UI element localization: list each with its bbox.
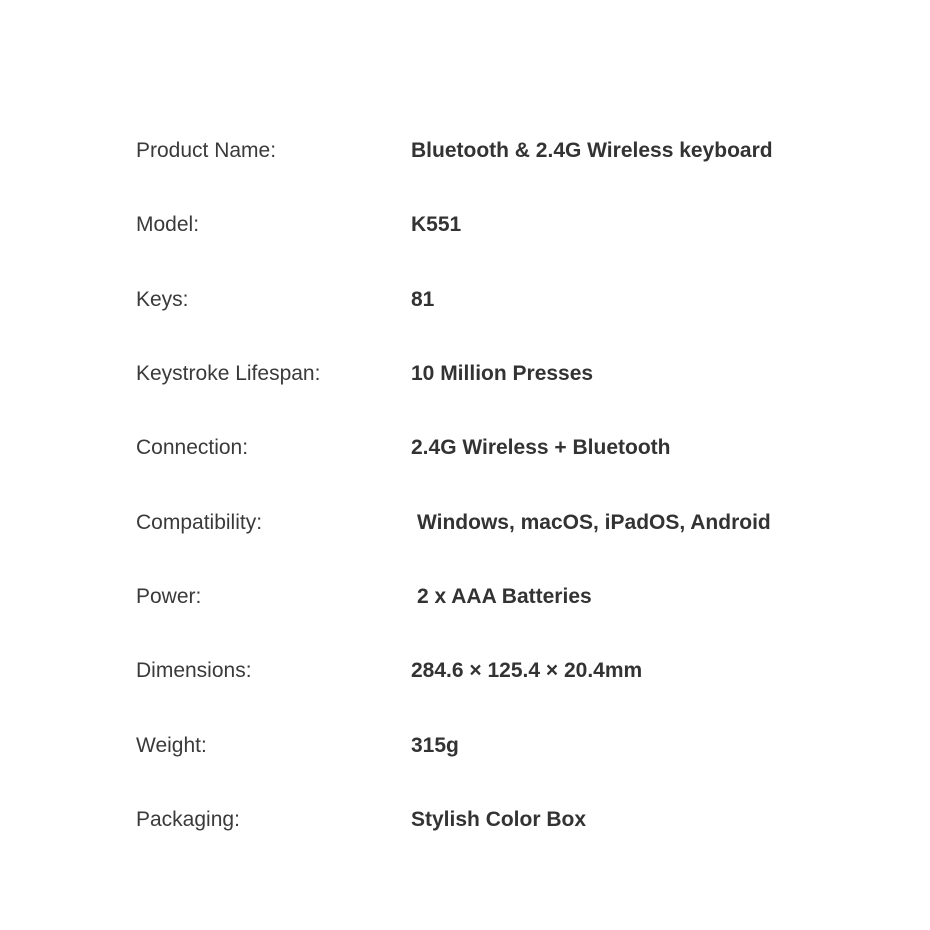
spec-value-keystroke-lifespan: 10 Million Presses (411, 362, 594, 385)
spec-value-dimensions: 284.6 × 125.4 × 20.4mm (411, 659, 643, 682)
spec-label-compatibility: Compatibility: (136, 511, 263, 534)
spec-row-dimensions (0, 651, 930, 691)
spec-row-weight (0, 726, 930, 766)
spec-row-model (0, 205, 930, 245)
spec-label-model: Model: (136, 213, 200, 236)
spec-row-compatibility (0, 503, 930, 543)
spec-label-connection: Connection: (136, 436, 249, 459)
spec-value-connection: 2.4G Wireless + Bluetooth (411, 436, 671, 459)
spec-value-compatibility: Windows, macOS, iPadOS, Android (417, 511, 771, 534)
spec-row-keystroke-lifespan (0, 354, 930, 394)
spec-row-power (0, 577, 930, 617)
spec-label-power: Power: (136, 585, 202, 608)
spec-value-weight: 315g (411, 734, 459, 757)
spec-row-connection (0, 428, 930, 468)
spec-label-product-name: Product Name: (136, 139, 277, 162)
spec-row-packaging (0, 800, 930, 840)
spec-row-keys (0, 280, 930, 320)
spec-label-dimensions: Dimensions: (136, 659, 252, 682)
spec-label-weight: Weight: (136, 734, 207, 757)
spec-row-product-name (0, 131, 930, 171)
spec-value-product-name: Bluetooth & 2.4G Wireless keyboard (411, 139, 773, 162)
spec-value-power: 2 x AAA Batteries (417, 585, 592, 608)
spec-value-keys: 81 (411, 288, 435, 311)
spec-label-packaging: Packaging: (136, 808, 240, 831)
spec-label-keystroke-lifespan: Keystroke Lifespan: (136, 362, 321, 385)
spec-label-keys: Keys: (136, 288, 189, 311)
spec-value-packaging: Stylish Color Box (411, 808, 587, 831)
spec-value-model: K551 (411, 213, 462, 236)
